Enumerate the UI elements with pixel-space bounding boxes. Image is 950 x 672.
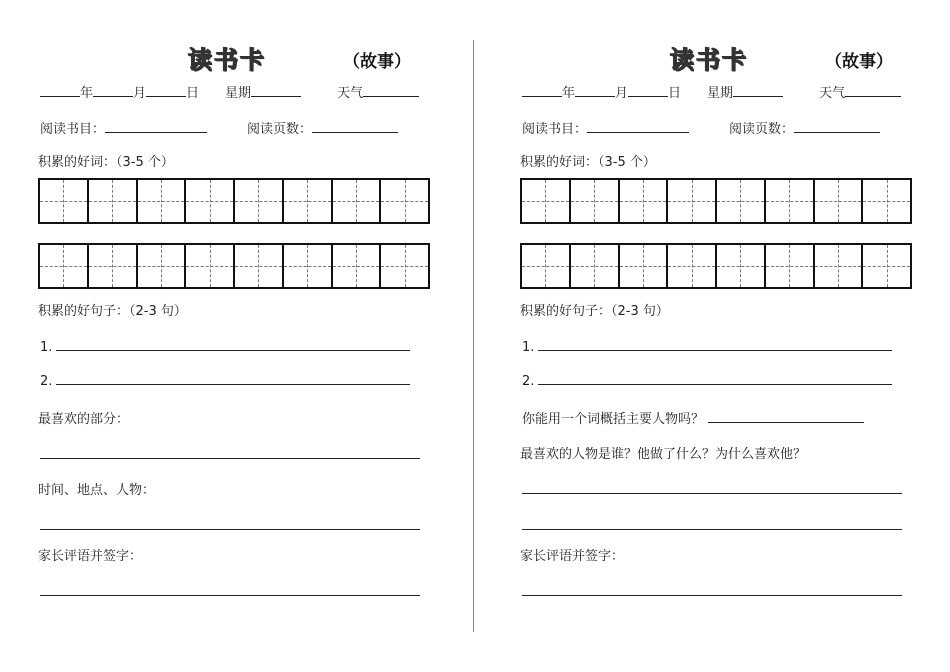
grid-cell[interactable] [138, 245, 187, 287]
sentence-line-1 [522, 338, 892, 355]
month-label: 月 [133, 86, 147, 101]
card-subtitle: （故事） [343, 52, 411, 72]
grid-cell[interactable] [235, 245, 284, 287]
summary-row [522, 408, 864, 427]
grid-cell[interactable] [620, 180, 669, 222]
pages-blank[interactable] [794, 120, 880, 133]
month-blank[interactable] [575, 84, 615, 97]
month-label: 月 [615, 86, 629, 101]
year-label: 年 [80, 86, 94, 101]
grid-cell[interactable] [522, 180, 571, 222]
weather-label: 天气 [819, 86, 846, 101]
favorite-part-line[interactable] [40, 458, 420, 459]
grid-cell[interactable] [89, 180, 138, 222]
grid-cell[interactable] [571, 180, 620, 222]
weather-label: 天气 [337, 86, 364, 101]
story-elements-line[interactable] [40, 529, 420, 530]
grid-cell[interactable] [186, 245, 235, 287]
sentence-blank[interactable] [56, 338, 410, 351]
book-title-label: 阅读书目： [40, 122, 106, 137]
grid-cell[interactable] [863, 245, 910, 287]
sentence-blank[interactable] [538, 338, 892, 351]
grid-cell[interactable] [815, 180, 864, 222]
day-label: 日 [668, 86, 682, 101]
grid-cell[interactable] [766, 180, 815, 222]
year-label: 年 [562, 86, 576, 101]
grid-cell[interactable] [186, 180, 235, 222]
pages-label: 阅读页数： [729, 122, 795, 137]
sentence-number: 1. [40, 340, 53, 355]
date-row [522, 82, 901, 101]
pages-label: 阅读页数： [247, 122, 313, 137]
grid-cell[interactable] [668, 180, 717, 222]
grid-cell[interactable] [620, 245, 669, 287]
year-blank[interactable] [40, 84, 80, 97]
sentences-label: 积累的好句子：（2-3 句） [38, 304, 187, 319]
day-blank[interactable] [628, 84, 668, 97]
day-blank[interactable] [146, 84, 186, 97]
grid-cell[interactable] [333, 180, 382, 222]
book-title-blank[interactable] [587, 120, 689, 133]
weekday-label: 星期 [707, 86, 734, 101]
book-row [40, 118, 398, 137]
card-title: 读书卡 [188, 46, 266, 74]
book-row [522, 118, 880, 137]
date-row [40, 82, 419, 101]
grid-cell[interactable] [40, 245, 89, 287]
book-title-label: 阅读书目： [522, 122, 588, 137]
grid-cell[interactable] [40, 180, 89, 222]
story-elements-label: 时间、地点、人物： [38, 483, 156, 498]
weekday-label: 星期 [225, 86, 252, 101]
parent-comment-label: 家长评语并签字： [38, 549, 143, 564]
favorite-character-line-2[interactable] [522, 529, 902, 530]
weekday-blank[interactable] [251, 84, 301, 97]
grid-cell[interactable] [89, 245, 138, 287]
word-grid-2[interactable] [520, 243, 912, 289]
month-blank[interactable] [93, 84, 133, 97]
grid-cell[interactable] [766, 245, 815, 287]
sentences-label: 积累的好句子：（2-3 句） [520, 304, 669, 319]
word-grid-2[interactable] [38, 243, 430, 289]
words-label: 积累的好词：（3-5 个） [520, 155, 656, 170]
year-blank[interactable] [522, 84, 562, 97]
sentence-number: 2. [522, 374, 535, 389]
grid-cell[interactable] [522, 245, 571, 287]
grid-cell[interactable] [138, 180, 187, 222]
grid-cell[interactable] [333, 245, 382, 287]
grid-cell[interactable] [284, 245, 333, 287]
page-divider [473, 40, 474, 632]
word-grid-1[interactable] [520, 178, 912, 224]
parent-comment-line[interactable] [522, 595, 902, 596]
sentence-line-2 [522, 372, 892, 389]
sentence-number: 2. [40, 374, 53, 389]
card-title: 读书卡 [670, 46, 748, 74]
grid-cell[interactable] [717, 245, 766, 287]
sentence-blank[interactable] [56, 372, 410, 385]
card-subtitle: （故事） [825, 52, 893, 72]
parent-comment-line[interactable] [40, 595, 420, 596]
weekday-blank[interactable] [733, 84, 783, 97]
character-summary-blank[interactable] [708, 410, 864, 423]
grid-cell[interactable] [235, 180, 284, 222]
grid-cell[interactable] [381, 245, 428, 287]
favorite-part-label: 最喜欢的部分： [38, 412, 130, 427]
book-title-blank[interactable] [105, 120, 207, 133]
day-label: 日 [186, 86, 200, 101]
reading-card-right [520, 0, 940, 672]
sentence-number: 1. [522, 340, 535, 355]
grid-cell[interactable] [381, 180, 428, 222]
sentence-line-1 [40, 338, 410, 355]
sentence-line-2 [40, 372, 410, 389]
grid-cell[interactable] [717, 180, 766, 222]
favorite-character-label: 最喜欢的人物是谁？他做了什么？为什么喜欢他？ [520, 447, 807, 462]
word-grid-1[interactable] [38, 178, 430, 224]
weather-blank[interactable] [845, 84, 901, 97]
grid-cell[interactable] [815, 245, 864, 287]
favorite-character-line-1[interactable] [522, 493, 902, 494]
grid-cell[interactable] [571, 245, 620, 287]
pages-blank[interactable] [312, 120, 398, 133]
parent-comment-label: 家长评语并签字： [520, 549, 625, 564]
words-label: 积累的好词：（3-5 个） [38, 155, 174, 170]
reading-card-left [38, 0, 458, 672]
character-summary-label: 你能用一个词概括主要人物吗？ [522, 412, 705, 427]
grid-cell[interactable] [863, 180, 910, 222]
weather-blank[interactable] [363, 84, 419, 97]
sentence-blank[interactable] [538, 372, 892, 385]
grid-cell[interactable] [668, 245, 717, 287]
grid-cell[interactable] [284, 180, 333, 222]
